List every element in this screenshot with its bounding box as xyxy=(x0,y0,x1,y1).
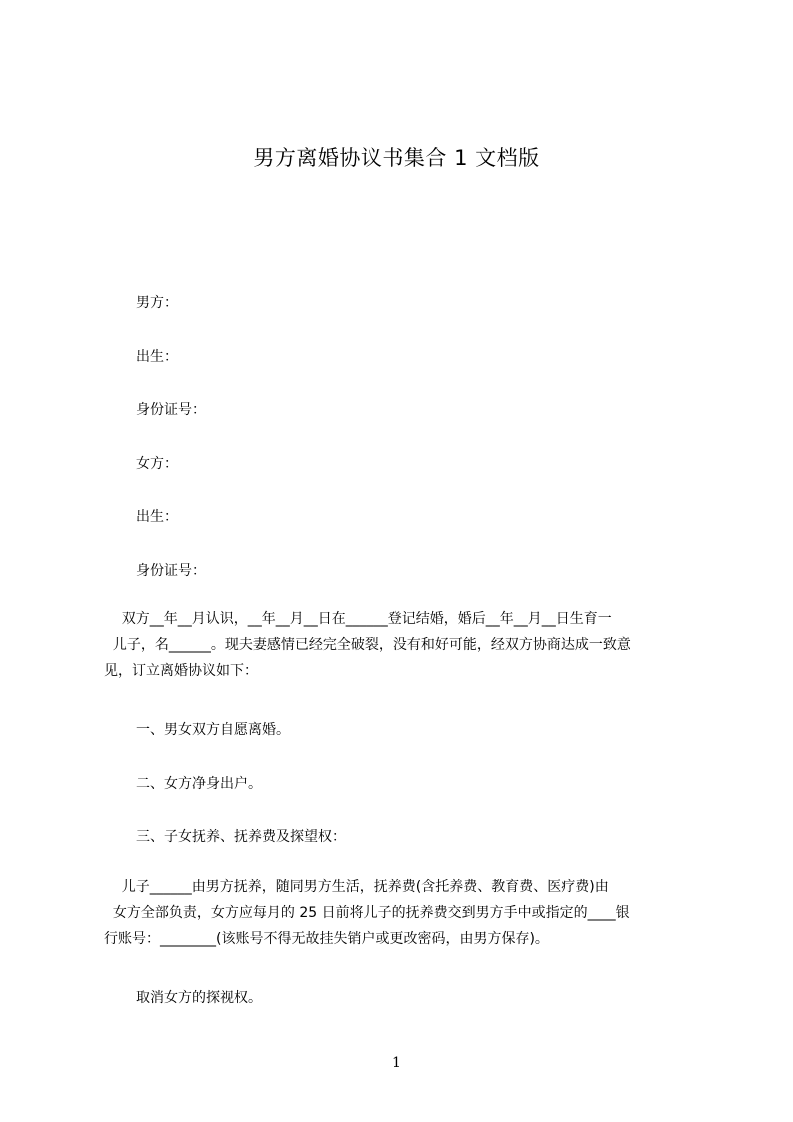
clause-2: 二、女方净身出户。 xyxy=(136,776,262,792)
male-id-label: 身份证号： xyxy=(136,402,206,418)
intro-line: 见，订立离婚协议如下： xyxy=(104,663,258,679)
female-birth-label: 出生： xyxy=(136,509,178,525)
child-custody-paragraph xyxy=(104,874,700,952)
child-line: 行账号：________(该账号不得无故挂失销户或更改密码，由男方保存)。 xyxy=(104,931,549,947)
child-line: 女方全部负责，女方应每月的 25 日前将儿子的抚养费交到男方手中或指定的____银 xyxy=(104,905,630,921)
clause-3: 三、子女抚养、抚养费及探望权： xyxy=(136,829,346,845)
intro-paragraph xyxy=(104,606,700,684)
female-label: 女方： xyxy=(136,456,178,472)
intro-line: 儿子，名______。现夫妻感情已经完全破裂，没有和好可能，经双方协商达成一致意 xyxy=(104,637,631,653)
male-birth-label: 出生： xyxy=(136,349,178,365)
page-number: 1 xyxy=(392,1055,401,1071)
document-title: 男方离婚协议书集合 1 文档版 xyxy=(253,146,540,170)
visitation-clause: 取消女方的探视权。 xyxy=(136,990,262,1006)
intro-line: 双方__年__月认识，__年__月__日在______登记结婚，婚后__年__月__日生育一 xyxy=(104,611,612,627)
child-line: 儿子______由男方抚养，随同男方生活，抚养费(含托养费、教育费、医疗费)由 xyxy=(104,879,609,895)
male-label: 男方： xyxy=(136,295,178,311)
clause-1: 一、男女双方自愿离婚。 xyxy=(136,722,290,738)
female-id-label: 身份证号： xyxy=(136,563,206,579)
